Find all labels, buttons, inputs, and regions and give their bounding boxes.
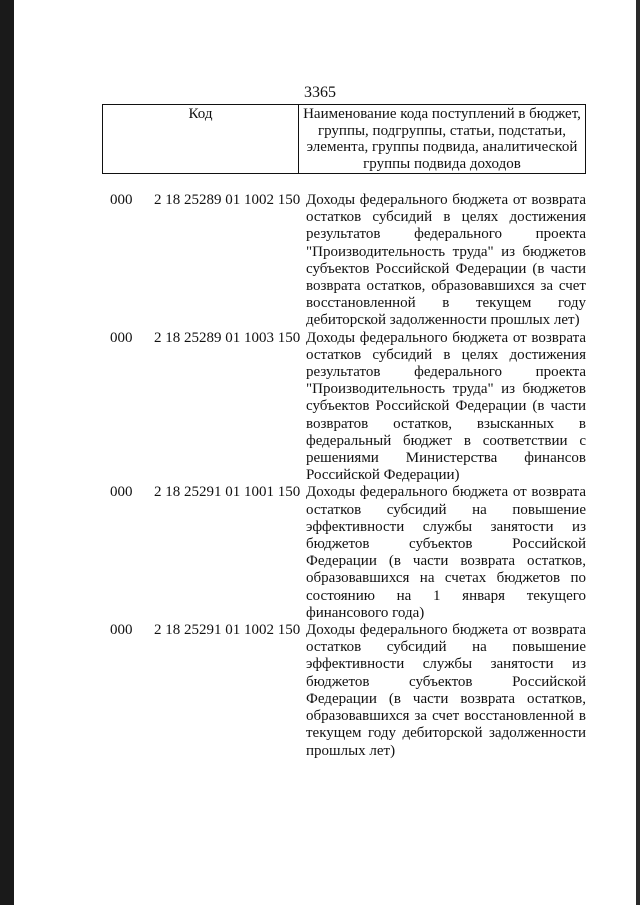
income-entry xyxy=(110,330,586,485)
scan-edge-left xyxy=(0,0,14,905)
income-entry xyxy=(110,622,586,760)
income-code: 2 18 25289 01 1003 150 xyxy=(154,329,301,346)
admin-code: 000 xyxy=(110,622,133,639)
income-code: 2 18 25291 01 1002 150 xyxy=(154,622,301,639)
income-entry xyxy=(110,192,586,330)
income-code-list xyxy=(110,192,586,760)
scan-edge-right xyxy=(636,0,640,905)
header-code-column: Код xyxy=(103,105,299,173)
income-code: 2 18 25291 01 1001 150 xyxy=(154,484,301,501)
income-description: Доходы федерального бюджета от возврата остатков субсидий в целях достижения результатов федерального проекта "Производительность труда" из бюджетов субъектов Российской Федерации (в части возвратов остатков, взысканных в федеральный бюджет в соответствии с решениями Министерства финансов Российской Федерации) xyxy=(306,329,586,484)
income-code: 2 18 25289 01 1002 150 xyxy=(154,192,301,208)
admin-code: 000 xyxy=(110,192,133,208)
income-entry xyxy=(110,484,586,622)
income-description: Доходы федерального бюджета от возврата остатков субсидий на повышение эффективности службы занятости из бюджетов субъектов Российской Федерации (в части возврата остатков, образовавшихся на счетах бюджетов по состоянию на 1 января текущего финансового года) xyxy=(306,484,586,621)
admin-code: 000 xyxy=(110,329,133,346)
admin-code: 000 xyxy=(110,484,133,501)
income-description: Доходы федерального бюджета от возврата остатков субсидий в целях достижения результатов федерального проекта "Производительность труда" из бюджетов субъектов Российской Федерации (в части возврата остатков, образовавшихся за счет восстановленной в текущем году дебиторской задолженности прошлых лет) xyxy=(306,192,586,329)
page-number: 3365 xyxy=(304,84,336,101)
income-description: Доходы федерального бюджета от возврата остатков субсидий на повышение эффективности службы занятости из бюджетов субъектов Российской Федерации (в части возврата остатков, образовавшихся за счет восстановленной в текущем году дебиторской задолженности прошлых лет) xyxy=(306,622,586,759)
header-name-column: Наименование кода поступлений в бюджет, группы, подгруппы, статьи, подстатьи, элемента, группы подвида, аналитической группы подвида доходов xyxy=(303,106,581,172)
header-table xyxy=(102,104,586,174)
